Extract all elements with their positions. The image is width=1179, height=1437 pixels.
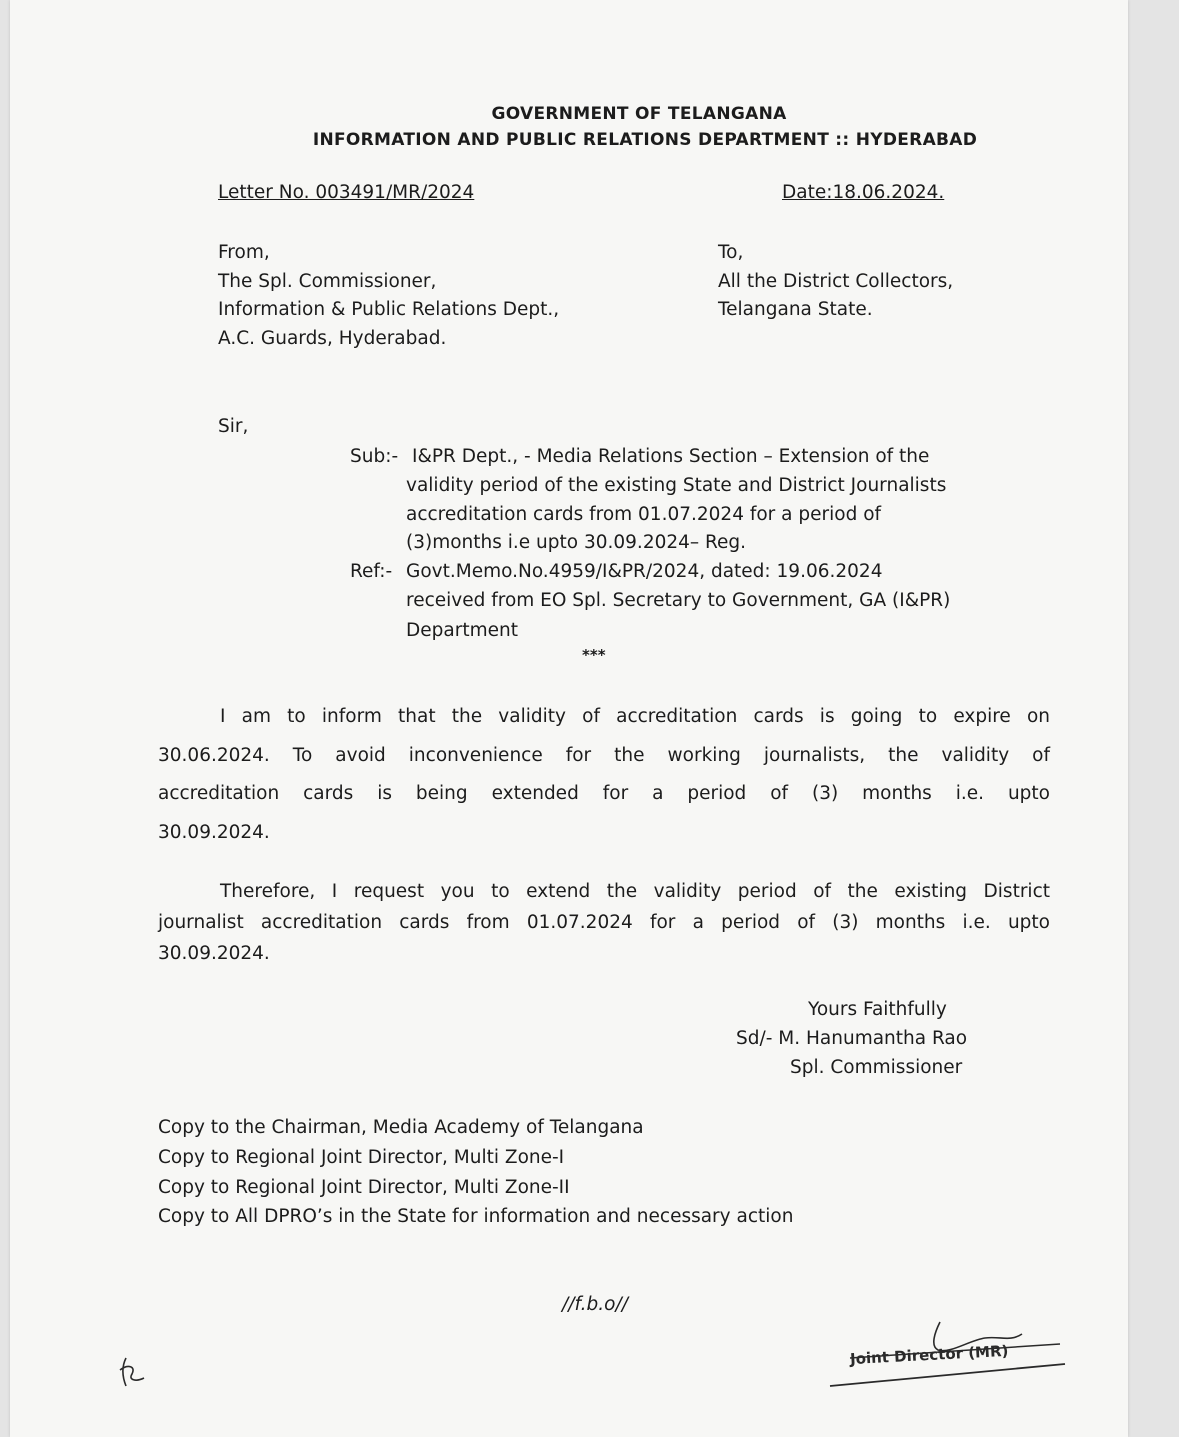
to-line: Telangana State.: [718, 299, 873, 320]
from-line: The Spl. Commissioner,: [218, 271, 437, 292]
joint-director-signature-icon: [810, 1312, 1080, 1392]
closing-yours-faithfully: Yours Faithfully: [808, 999, 947, 1020]
copy-to-line: Copy to the Chairman, Media Academy of Telangana: [158, 1117, 644, 1138]
letter-page: [10, 0, 1128, 1437]
letter-date: Date:18.06.2024.: [782, 182, 945, 203]
from-line: A.C. Guards, Hyderabad.: [218, 328, 447, 349]
reference-line: received from EO Spl. Secretary to Government, GA (I&PR): [406, 590, 951, 611]
closing-signatory: Sd/- M. Hanumantha Rao: [736, 1028, 968, 1049]
joint-director-stamp-text: Joint Director (MR): [849, 1341, 1009, 1369]
paragraph-2-line: 30.09.2024.: [158, 943, 270, 964]
salutation: Sir,: [218, 416, 249, 437]
paragraph-2-line: journalist accreditation cards from 01.07.2024 for a period of (3) months i.e. upto: [158, 912, 1050, 933]
paragraph-1-line: 30.09.2024.: [158, 822, 270, 843]
copy-to-line: Copy to Regional Joint Director, Multi Zone-II: [158, 1177, 570, 1198]
copy-to-line: Copy to All DPRO’s in the State for information and necessary action: [158, 1206, 794, 1227]
header-government: GOVERNMENT OF TELANGANA: [491, 104, 787, 124]
paragraph-1-line: I am to inform that the validity of accreditation cards is going to expire on: [220, 706, 1050, 727]
copy-to-line: Copy to Regional Joint Director, Multi Zone-I: [158, 1147, 565, 1168]
to-label: To,: [718, 242, 744, 263]
from-line: Information & Public Relations Dept.,: [218, 299, 560, 320]
closing-designation: Spl. Commissioner: [790, 1057, 963, 1078]
paragraph-2-line: Therefore, I request you to extend the validity period of the existing District: [220, 881, 1050, 902]
reference-prefix: Ref:-: [350, 561, 393, 582]
paragraph-1-line: accreditation cards is being extended for a period of (3) months i.e. upto: [158, 783, 1050, 804]
header-department: INFORMATION AND PUBLIC RELATIONS DEPARTMENT :: HYDERABAD: [312, 130, 978, 150]
from-label: From,: [218, 242, 270, 263]
letter-number: Letter No. 003491/MR/2024: [218, 182, 475, 203]
reference-line: Department: [406, 620, 518, 641]
subject-prefix: Sub:-: [350, 446, 399, 467]
to-line: All the District Collectors,: [718, 271, 954, 292]
subject-line: validity period of the existing State and District Journalists: [406, 475, 947, 496]
subject-line: accreditation cards from 01.07.2024 for a period of: [406, 504, 882, 525]
subject-line: (3)months i.e upto 30.09.2024– Reg.: [406, 532, 747, 553]
fbo-mark: //f.b.o//: [562, 1294, 628, 1315]
initials-signature-icon: [114, 1352, 154, 1392]
paragraph-1-line: 30.06.2024. To avoid inconvenience for the working journalists, the validity of: [158, 745, 1050, 766]
subject-line: I&PR Dept., - Media Relations Section – Extension of the: [412, 446, 930, 467]
reference-line: Govt.Memo.No.4959/I&PR/2024, dated: 19.06.2024: [406, 561, 883, 582]
separator: ***: [582, 646, 606, 664]
